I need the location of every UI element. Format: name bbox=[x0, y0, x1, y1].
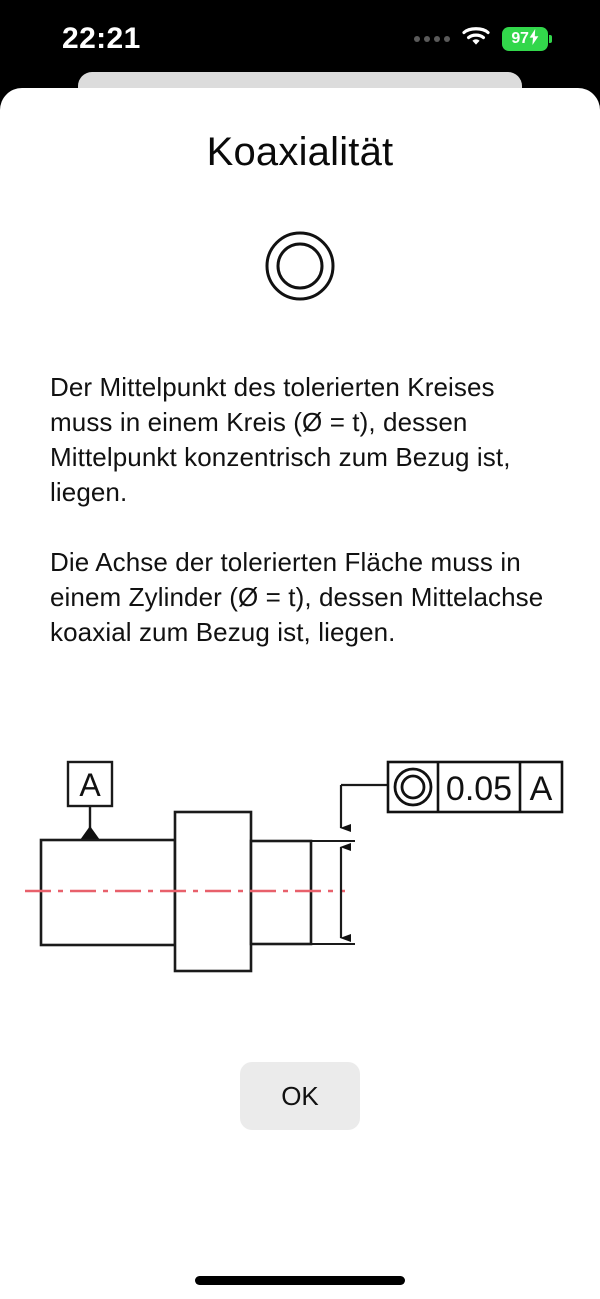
signal-dots-icon bbox=[414, 36, 450, 42]
status-bar bbox=[0, 0, 600, 72]
description-paragraph-1: Der Mittelpunkt des tolerierten Kreises muss in einem Kreis (Ø = t), dessen Mittelpunkt konzentrisch zum Bezug ist, liegen. bbox=[50, 372, 511, 507]
svg-text:0.05: 0.05 bbox=[445, 770, 513, 808]
svg-text:A: A bbox=[79, 767, 101, 803]
coaxiality-symbol-wrap bbox=[0, 222, 600, 315]
battery-level-label: 97 bbox=[511, 30, 529, 47]
battery-indicator bbox=[502, 27, 548, 51]
description-paragraph-2: Die Achse der tolerierten Fläche muss in einem Zylinder (Ø = t), dessen Mittelachse koaxial zum Bezug ist, liegen. bbox=[50, 547, 544, 647]
lightning-bolt-icon bbox=[529, 29, 539, 50]
description-block bbox=[50, 370, 554, 650]
home-indicator[interactable] bbox=[195, 1276, 405, 1285]
ok-button[interactable]: OK bbox=[240, 1062, 360, 1130]
page-title: Koaxialität bbox=[206, 130, 394, 174]
status-bar-clock: 22:21 bbox=[62, 22, 141, 55]
coaxiality-technical-drawing bbox=[0, 740, 600, 1000]
status-bar-indicators bbox=[414, 26, 548, 52]
svg-text:A: A bbox=[529, 770, 553, 808]
datum-symbol-a bbox=[68, 762, 112, 840]
concentricity-coaxiality-icon bbox=[256, 222, 344, 315]
feature-control-frame bbox=[388, 762, 562, 812]
wifi-icon bbox=[462, 26, 490, 52]
